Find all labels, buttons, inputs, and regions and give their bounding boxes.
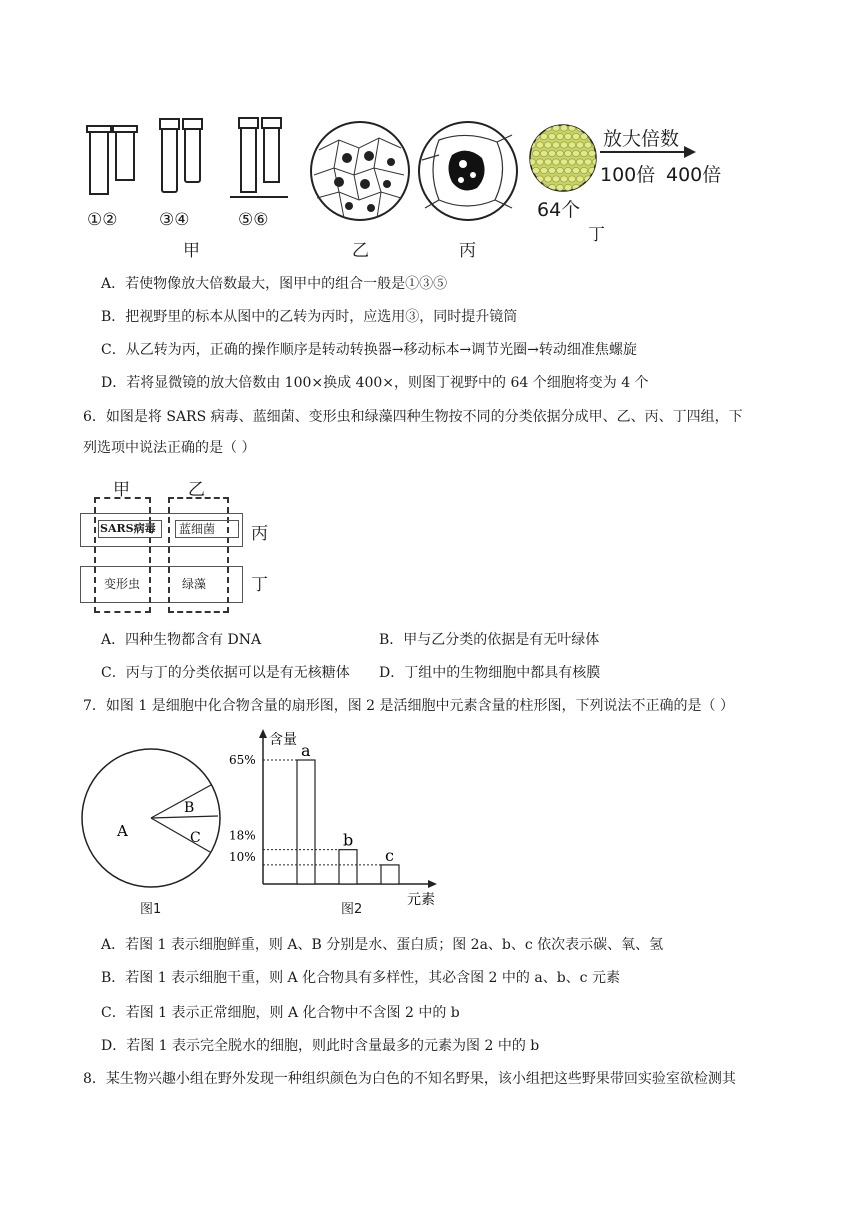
cell bbox=[544, 159, 551, 165]
pie-label-a: A bbox=[117, 822, 128, 840]
eyepiece-long bbox=[89, 127, 109, 195]
y-axis-label: 含量 bbox=[269, 732, 297, 748]
q5-option-c: C．从乙转为丙，正确的操作顺序是转动转换器→移动标本→调节光圈→转动细准焦螺旋 bbox=[101, 342, 637, 358]
q8-stem-line1: 8．某生物兴趣小组在野外发现一种组织颜色为白色的不知名野果，该小组把这些野果带回实验室欲检测其 bbox=[83, 1071, 736, 1087]
cell bbox=[568, 176, 575, 182]
cell bbox=[576, 176, 583, 182]
view-yi bbox=[309, 120, 411, 222]
cell bbox=[568, 142, 575, 148]
cell bbox=[532, 167, 539, 173]
q7-option-d: D．若图 1 表示完全脱水的细胞，则此时含量最多的元素为图 2 中的 b bbox=[101, 1038, 540, 1054]
lvzao-label: 绿藻 bbox=[182, 577, 207, 591]
q7-option-a: A．若图 1 表示细胞鲜重，则 A、B 分别是水、蛋白质；图 2a、b、c 依次表示碳、氧、氢 bbox=[101, 937, 664, 953]
bar-chart bbox=[225, 726, 440, 911]
label-56: ⑤⑥ bbox=[238, 210, 269, 230]
cell bbox=[592, 125, 598, 131]
objective-6 bbox=[263, 127, 280, 183]
fig1-caption: 图1 bbox=[140, 902, 162, 917]
objective-short-top bbox=[182, 118, 203, 130]
col-yi-box bbox=[168, 497, 229, 613]
objective-short bbox=[184, 127, 201, 183]
cell bbox=[552, 159, 559, 165]
q6-option-d: D．丁组中的生物细胞中都具有核膜 bbox=[379, 665, 601, 681]
cell bbox=[552, 176, 559, 182]
cls-label-ding: 丁 bbox=[251, 575, 268, 595]
q5-option-d: D．若将显微镜的放大倍数由 100×换成 400×，则图丁视野中的 64 个细胞将变为 4 个 bbox=[101, 375, 649, 391]
cell bbox=[576, 142, 583, 148]
label-cell-count: 64个 bbox=[537, 199, 581, 221]
y-tick-10: 10% bbox=[229, 849, 256, 864]
q6-option-b: B．甲与乙分类的依据是有无叶绿体 bbox=[379, 632, 600, 648]
x-axis-label: 元素 bbox=[407, 892, 435, 908]
cell bbox=[536, 142, 543, 148]
q7-stem: 7．如图 1 是细胞中化合物含量的扇形图，图 2 是活细胞中元素含量的柱形图，下列说法不正确的是（ ） bbox=[83, 698, 734, 714]
q5-option-b: B．把视野里的标本从图中的乙转为丙时，应选用③，同时提升镜筒 bbox=[101, 309, 518, 325]
bar-label-a: a bbox=[301, 741, 311, 760]
cell bbox=[580, 167, 587, 173]
cell bbox=[580, 150, 587, 156]
cell bbox=[552, 142, 559, 148]
view-bing bbox=[417, 120, 519, 222]
cell bbox=[536, 159, 543, 165]
cell bbox=[528, 176, 535, 182]
cell bbox=[564, 133, 571, 139]
cell bbox=[540, 133, 547, 139]
eyepiece-cap-short bbox=[112, 125, 138, 133]
cell bbox=[548, 133, 555, 139]
cell bbox=[564, 150, 571, 156]
cell bbox=[572, 150, 579, 156]
eyepiece-cap-long bbox=[86, 125, 112, 133]
cell bbox=[560, 125, 567, 131]
cell bbox=[588, 150, 595, 156]
cell bbox=[560, 159, 567, 165]
pie-label-c: C bbox=[190, 830, 201, 846]
label-12: ①② bbox=[87, 210, 118, 230]
bar-label-b: b bbox=[343, 830, 354, 850]
objective-5-top bbox=[238, 117, 259, 129]
mag-400: 400倍 bbox=[666, 164, 722, 186]
cell bbox=[536, 125, 543, 131]
objective-5 bbox=[240, 127, 257, 193]
bar-label-c: c bbox=[385, 845, 394, 865]
cell bbox=[572, 133, 579, 139]
cell bbox=[584, 125, 591, 131]
cell bbox=[560, 142, 567, 148]
bianxingchong-label: 变形虫 bbox=[104, 577, 141, 591]
cell bbox=[572, 167, 579, 173]
q7-option-b: B．若图 1 表示细胞干重，则 A 化合物具有多样性，其必含图 2 中的 a、b、c 元素 bbox=[101, 970, 620, 986]
label-ding: 丁 bbox=[588, 225, 605, 245]
cell bbox=[540, 167, 547, 173]
sars-box: SARS病毒 bbox=[98, 520, 162, 538]
cell bbox=[584, 142, 591, 148]
cell bbox=[544, 176, 551, 182]
label-yi: 乙 bbox=[352, 241, 369, 261]
q6-stem-line1: 6．如图是将 SARS 病毒、蓝细菌、变形虫和绿藻四种生物按不同的分类依据分成甲、乙、丙、丁四组，下 bbox=[83, 409, 743, 425]
mag-100: 100倍 bbox=[600, 164, 656, 186]
cls-label-jia: 甲 bbox=[113, 480, 130, 500]
q6-stem-line2: 列选项中说法正确的是（ ） bbox=[83, 440, 256, 456]
view-ding bbox=[528, 123, 598, 193]
cls-label-bing: 丙 bbox=[251, 524, 268, 544]
y-axis-arrow bbox=[259, 729, 267, 738]
cell bbox=[568, 159, 575, 165]
cell bbox=[540, 150, 547, 156]
col-jia-box bbox=[94, 497, 151, 613]
q7-option-c: C．若图 1 表示正常细胞，则 A 化合物中不含图 2 中的 b bbox=[101, 1005, 460, 1021]
q5-option-a: A．若使物像放大倍数最大，图甲中的组合一般是①③⑤ bbox=[101, 276, 448, 292]
cell bbox=[556, 184, 563, 190]
q6-option-a: A．四种生物都含有 DNA bbox=[101, 632, 262, 648]
label-bing: 丙 bbox=[459, 241, 476, 261]
cell bbox=[560, 176, 567, 182]
objective-long-top bbox=[159, 118, 180, 130]
pie-label-b: B bbox=[184, 800, 195, 816]
slide-line bbox=[230, 196, 288, 198]
cell bbox=[556, 150, 563, 156]
cell bbox=[532, 184, 539, 190]
cell bbox=[588, 133, 595, 139]
bar-b bbox=[339, 850, 357, 884]
cell bbox=[576, 159, 583, 165]
cell bbox=[592, 176, 598, 182]
cell bbox=[544, 142, 551, 148]
bar-c bbox=[381, 865, 399, 884]
label-34: ③④ bbox=[159, 210, 190, 230]
y-tick-65: 65% bbox=[229, 753, 256, 767]
objective-6-top bbox=[261, 117, 282, 129]
label-jia: 甲 bbox=[183, 241, 200, 261]
cell bbox=[596, 184, 598, 190]
cls-label-yi: 乙 bbox=[188, 480, 205, 500]
cell bbox=[596, 167, 598, 173]
q6-option-c: C．丙与丁的分类依据可以是有无核糖体 bbox=[101, 665, 350, 681]
cell bbox=[592, 159, 598, 165]
pie-chart bbox=[80, 746, 225, 891]
cell bbox=[564, 184, 571, 190]
cell bbox=[548, 150, 555, 156]
cell bbox=[592, 142, 598, 148]
cell bbox=[564, 167, 571, 173]
eyepiece-short bbox=[115, 127, 135, 181]
cell bbox=[584, 159, 591, 165]
cell bbox=[532, 150, 539, 156]
cell bbox=[556, 133, 563, 139]
cell bbox=[528, 125, 535, 131]
y-tick-18: 18% bbox=[229, 828, 256, 843]
magnify-arrow bbox=[600, 146, 696, 158]
magnify-title: 放大倍数 bbox=[603, 128, 680, 150]
cell bbox=[556, 167, 563, 173]
fig2-caption: 图2 bbox=[341, 902, 363, 917]
cell bbox=[548, 167, 555, 173]
cell bbox=[580, 184, 587, 190]
objective-long bbox=[161, 127, 178, 193]
cell bbox=[588, 184, 595, 190]
lanxijun-box: 蓝细菌 bbox=[175, 520, 239, 538]
cell bbox=[596, 133, 598, 139]
x-axis-arrow bbox=[428, 880, 437, 888]
